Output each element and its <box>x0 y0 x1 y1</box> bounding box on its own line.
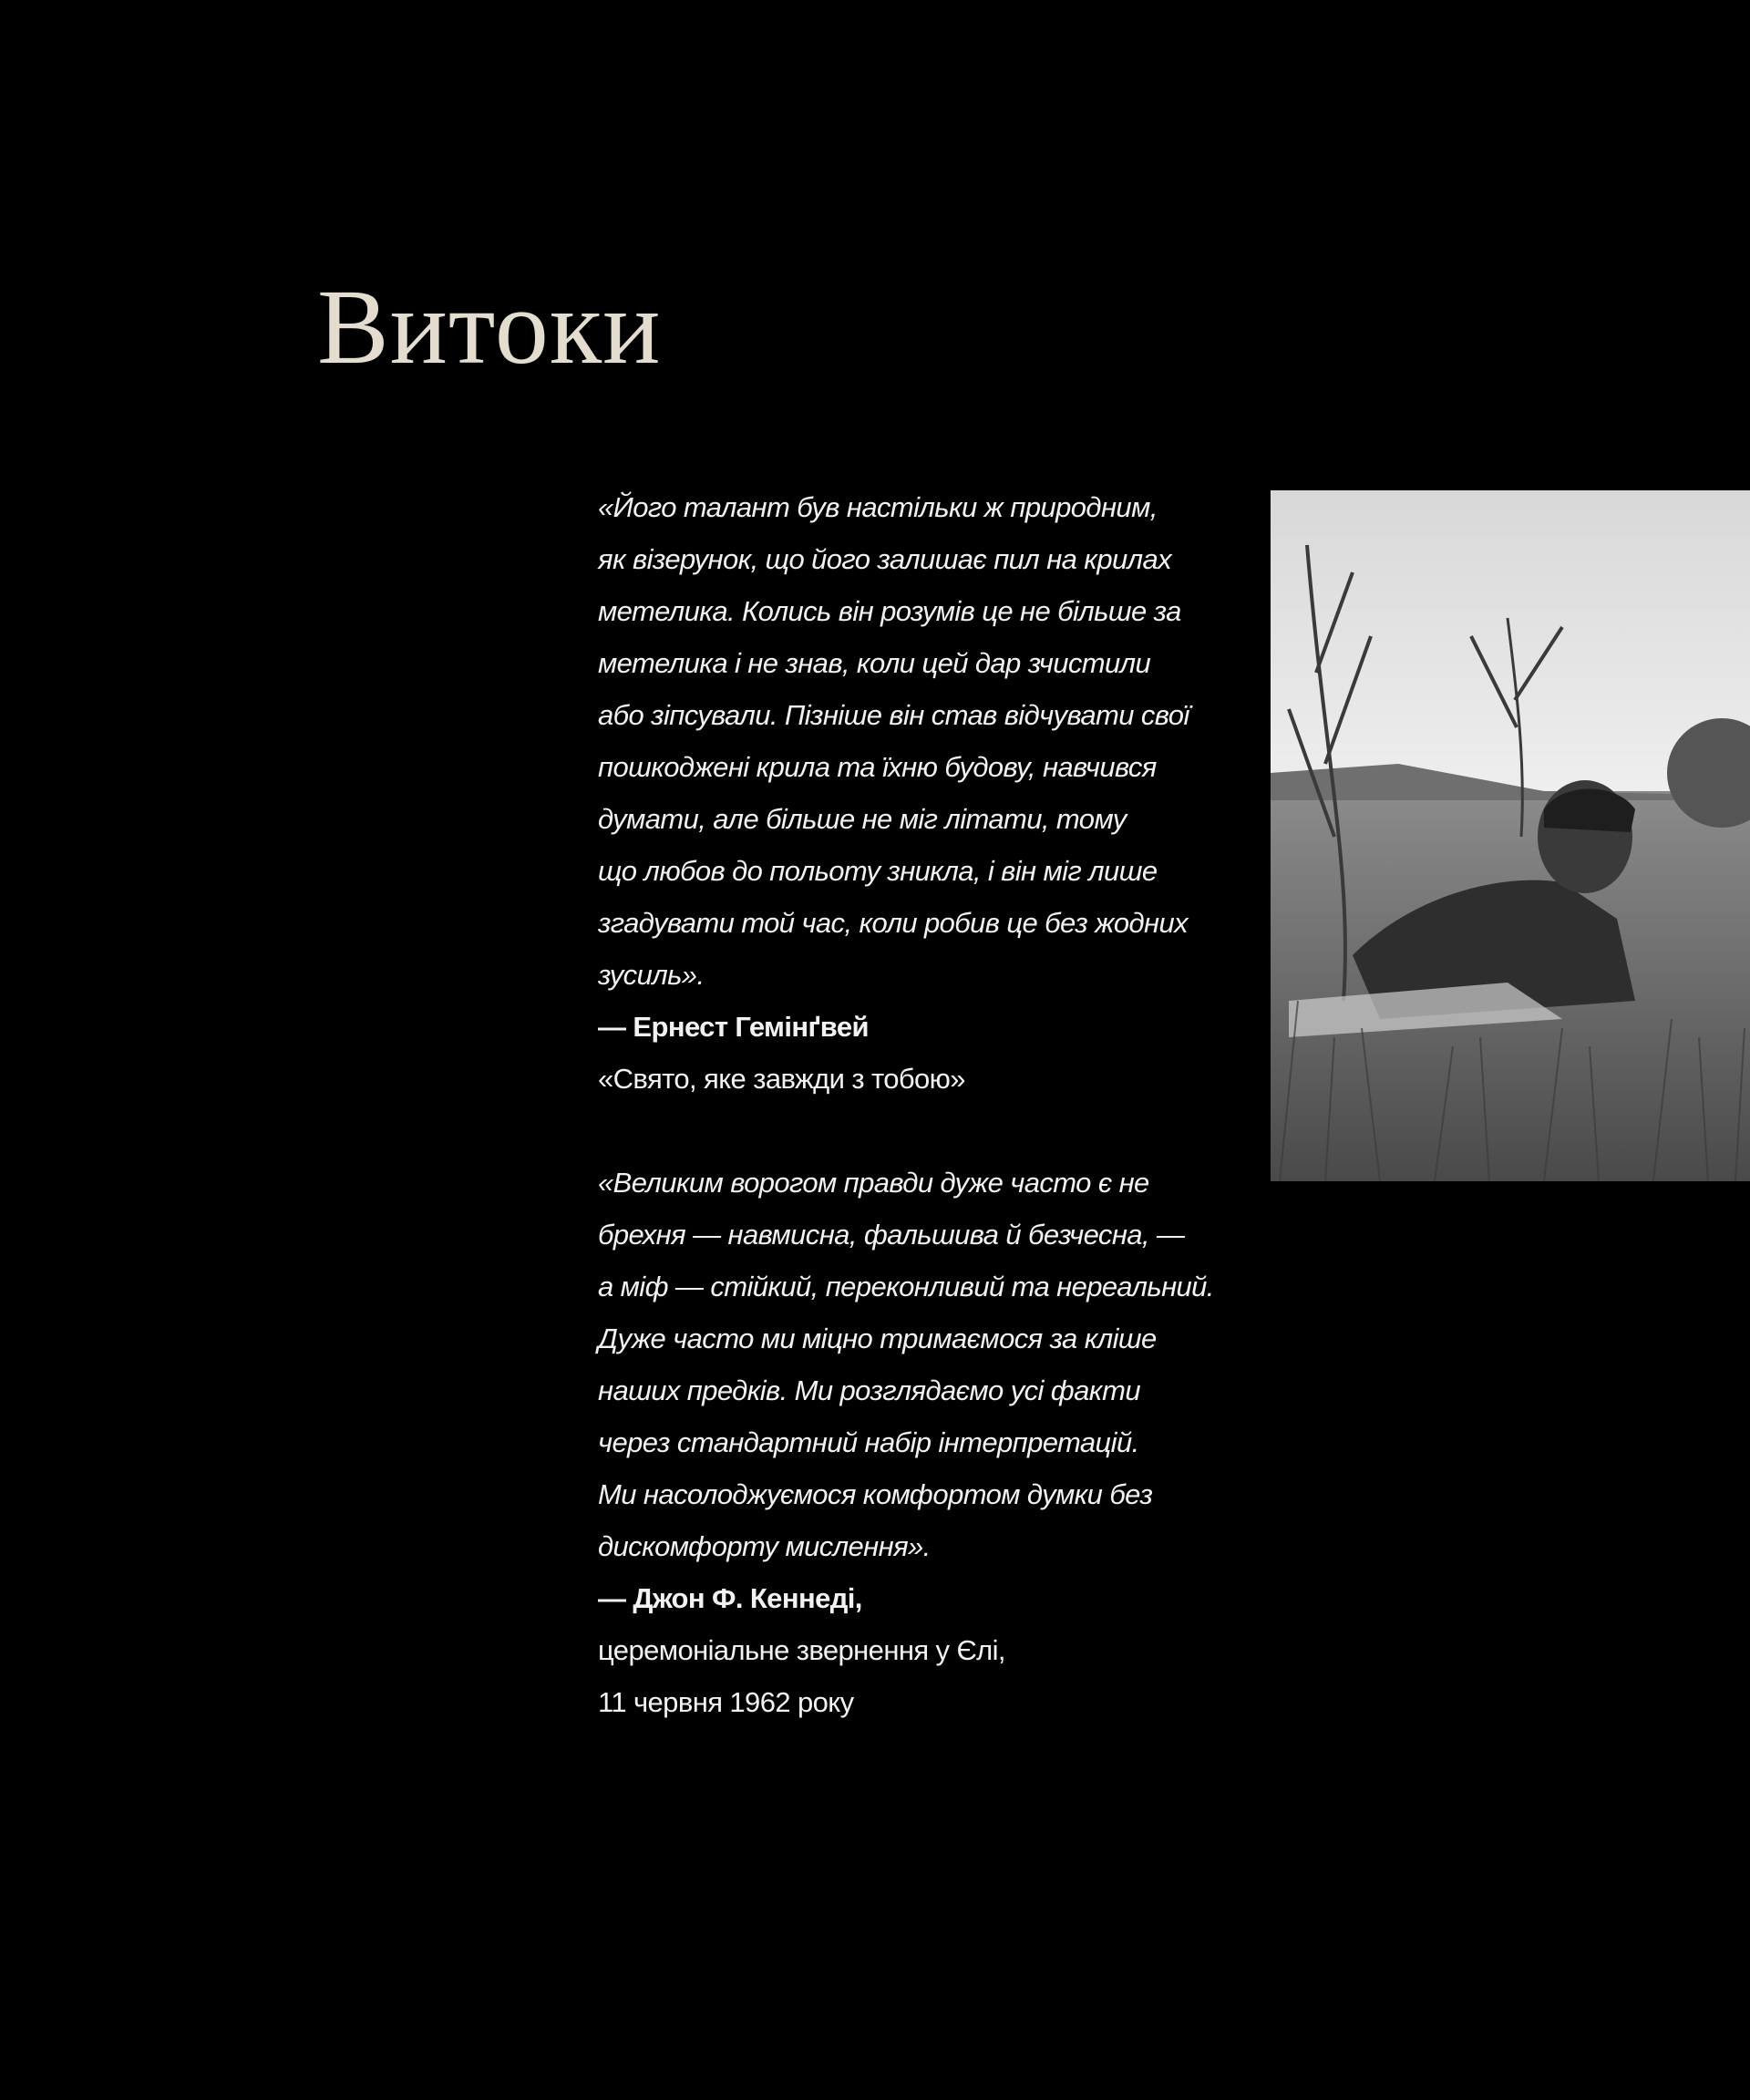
quote-author: — Ернест Гемінґвей <box>598 1011 869 1043</box>
quote-line: що любов до польоту зникла, і він міг лише <box>598 855 1158 887</box>
quote-line: дискомфорту мислення». <box>598 1530 931 1562</box>
quote-line: або зіпсували. Пізніше він став відчувати свої <box>598 699 1189 731</box>
quote-line: думати, але більше не міг літати, тому <box>598 803 1127 835</box>
quote-line: зусиль». <box>598 959 705 991</box>
quote-line: через стандартний набір інтерпретацій. <box>598 1426 1139 1458</box>
quote-source: «Свято, яке завжди з тобою» <box>598 1063 965 1095</box>
quote-line: наших предків. Ми розглядаємо усі факти <box>598 1374 1140 1406</box>
quote-source: 11 червня 1962 року <box>598 1686 854 1718</box>
quote-line: брехня — навмисна, фальшива й безчесна, — <box>598 1219 1185 1251</box>
quote-line: а міф — стійкий, переконливий та нереальний. <box>598 1271 1214 1302</box>
quote-line: пошкоджені крила та їхню будову, навчився <box>598 751 1157 783</box>
quotes-column <box>598 481 1214 1728</box>
quote-source: церемоніальне звернення у Єлі, <box>598 1634 1005 1666</box>
quote-line: метелика і не знав, коли цей дар зчистили <box>598 647 1151 679</box>
quote-line: «Його талант був настільки ж природним, <box>598 491 1158 523</box>
quote-line: «Великим ворогом правди дуже часто є не <box>598 1167 1149 1199</box>
quote-line: згадувати той час, коли робив це без жодних <box>598 907 1188 939</box>
quote-line: Дуже часто ми міцно тримаємося за кліше <box>598 1323 1157 1354</box>
photo-boy-in-field <box>1271 490 1750 1181</box>
quote-kennedy <box>598 1157 1214 1728</box>
quote-line: як візерунок, що його залишає пил на крилах <box>598 543 1172 575</box>
page-title: Витоки <box>317 267 662 386</box>
quote-hemingway <box>598 481 1214 1105</box>
quote-line: метелика. Колись він розумів це не більше за <box>598 595 1181 627</box>
quote-author: — Джон Ф. Кеннеді, <box>598 1582 862 1614</box>
quote-line: Ми насолоджуємося комфортом думки без <box>598 1478 1153 1510</box>
